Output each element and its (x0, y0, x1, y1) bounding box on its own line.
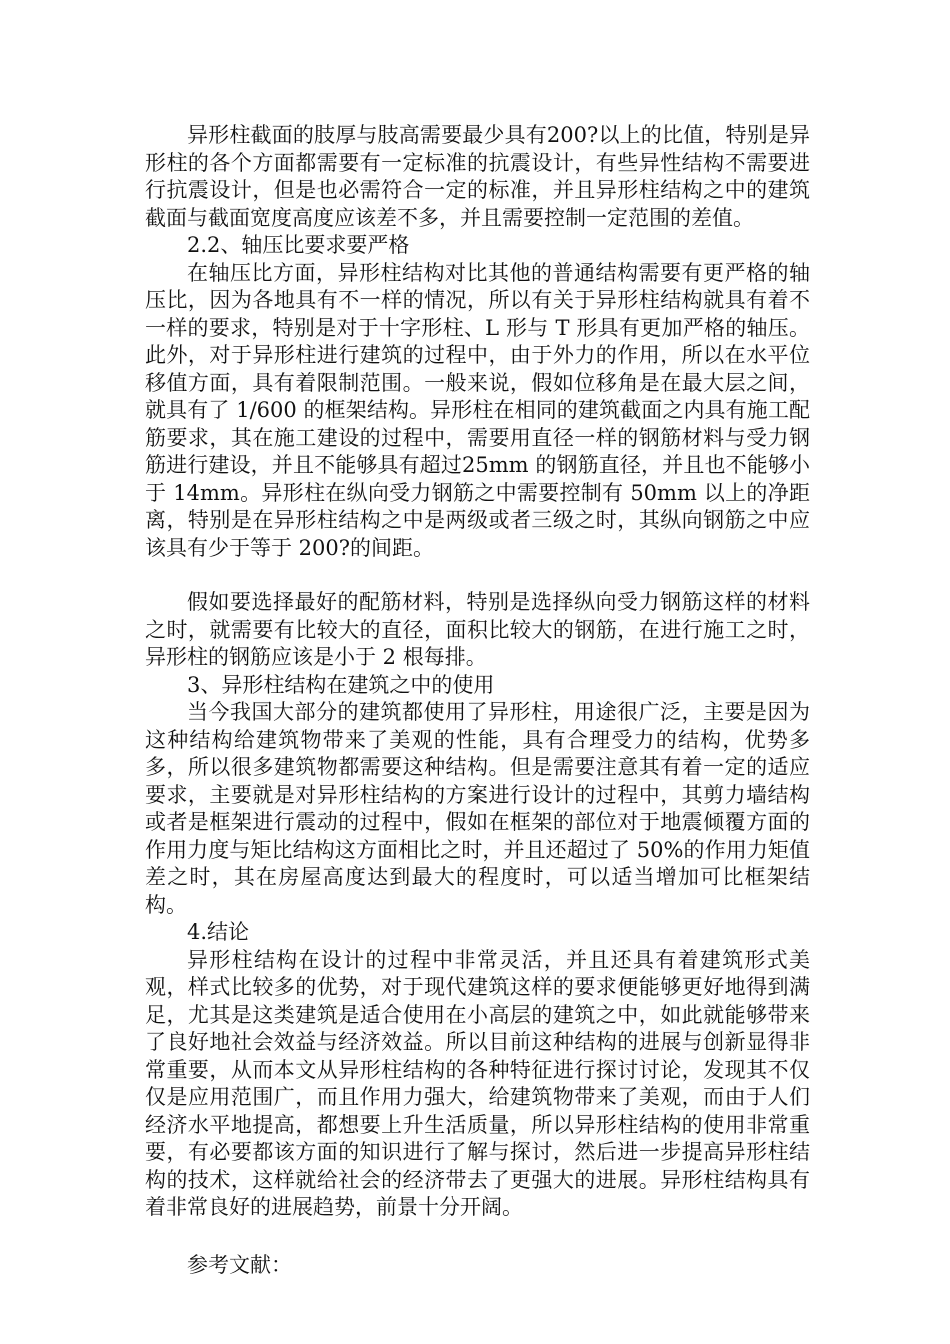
paragraph-reinforcement: 假如要选择最好的配筋材料，特别是选择纵向受力钢筋这样的材料之时，就需要有比较大的直径，面积比较大的钢筋，在进行施工之时，异形柱的钢筋应该是小于 2 根每排。 (145, 590, 810, 669)
paragraph-application: 当今我国大部分的建筑都使用了异形柱，用途很广泛，主要是因为这种结构给建筑物带来了美观的性能，具有合理受力的结构，优势多多，所以很多建筑物都需要这种结构。但是需要注意其有着一定的适应要求，主要就是对异形柱结构的方案进行设计的过程中，其剪力墙结构或者是框架进行震动的过程中，假如在框架的部位对于地震倾覆方面的作用力度与矩比结构这方面相比之时，并且还超过了 50%的作用力矩值差之时，其在房屋高度达到最大的程度时，可以适当增加可比框架结构。 (145, 700, 810, 917)
paragraph-section-intro: 异形柱截面的肢厚与肢高需要最少具有200?以上的比值，特别是异形柱的各个方面都需要有一定标准的抗震设计，有些异性结构不需要进行抗震设计，但是也必需符合一定的标准，并且异形柱结构之中的建筑截面与截面宽度高度应该差不多，并且需要控制一定范围的差值。 (145, 123, 810, 230)
heading-references: 参考文献： (187, 1252, 292, 1277)
heading-application: 3、异形柱结构在建筑之中的使用 (187, 672, 495, 697)
document-body (145, 122, 810, 1279)
heading-conclusion: 4.结论 (187, 920, 250, 944)
heading-axial-compression: 2.2、轴压比要求要严格 (187, 233, 410, 257)
paragraph-axial-compression: 在轴压比方面，异形柱结构对比其他的普通结构需要有更严格的轴压比，因为各地具有不一样的情况，所以有关于异形柱结构就具有着不一样的要求，特别是对于十字形柱、L 形与 T 形具有更加严格的轴压。此外，对于异形柱进行建筑的过程中，由于外力的作用，所以在水平位移值方面，具有着限制范围。一般来说，假如位移角是在最大层之间，就具有了 1/600 的框架结构。异形柱在相同的建筑截面之内具有施工配筋要求，其在施工建设的过程中，需要用直径一样的钢筋材料与受力钢筋进行建设，并且不能够具有超过25mm 的钢筋直径，并且也不能够小于 14mm。异形柱在纵向受力钢筋之中需要控制有 50mm 以上的净距离，特别是在异形柱结构之中是两级或者三级之时，其纵向钢筋之中应该具有少于等于 200?的间距。 (145, 260, 810, 560)
paragraph-conclusion: 异形柱结构在设计的过程中非常灵活，并且还具有着建筑形式美观，样式比较多的优势，对于现代建筑这样的要求便能够更好地得到满足，尤其是这类建筑是适合使用在小高层的建筑之中，如此就能够带来了良好地社会效益与经济效益。所以目前这种结构的进展与创新显得非常重要，从而本文从异形柱结构的各种特征进行探讨讨论，发现其不仅仅是应用范围广，而且作用力强大，给建筑物带来了美观，而由于人们经济水平地提高，都想要上升生活质量，所以异形柱结构的使用非常重要，有必要都该方面的知识进行了解与探讨，然后进一步提高异形柱结构的技术，这样就给社会的经济带去了更强大的进展。异形柱结构具有着非常良好的进展趋势，前景十分开阔。 (145, 947, 810, 1219)
